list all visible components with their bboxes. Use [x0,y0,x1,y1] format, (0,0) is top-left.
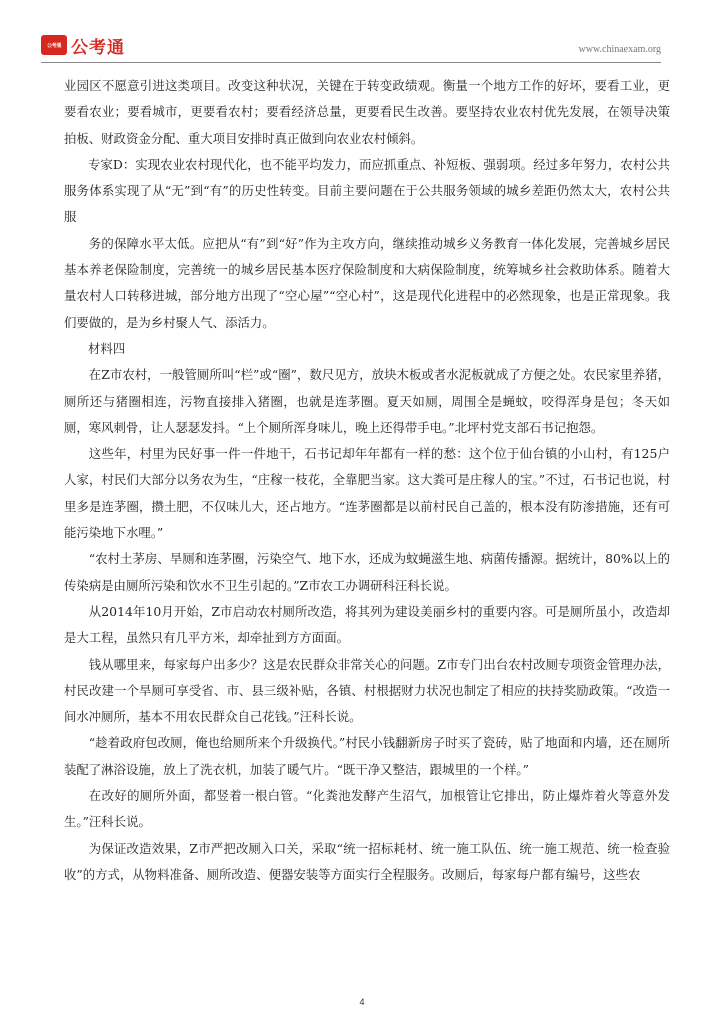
section-heading: 材料四 [88,340,126,356]
paragraph: 从2014年10月开始，Z市启动农村厕所改造，将其列为建设美丽乡村的重要内容。可是厕所虽小，改造却是大工程，虽然只有几平方米，却牵扯到方方面面。 [64,603,670,646]
paragraph: 钱从哪里来，每家每户出多少？这是农民群众非常关心的问题。Z市专门出台农村改厕专项资金管理办法，村民改建一个旱厕可享受省、市、县三级补贴，各镇、村根据财力状况也制定了相应的扶持奖励政策。“改造一间水冲厕所，基本不用农民群众自己花钱。”汪科长说。 [64,656,670,725]
site-url[interactable]: www.chinaexam.org [578,44,661,55]
page-header [41,30,661,62]
logo[interactable] [41,33,125,57]
paragraph: 业园区不愿意引进这类项目。改变这种状况，关键在于转变政绩观。衡量一个地方工作的好坏，要看工业，更要看农业；要看城市，更要看农村；要看经济总量，更要看民生改善。要坚持农业农村优先发展，在领导决策拍板、财政资金分配、重大项目安排时真正做到向农业农村倾斜。 [64,78,670,146]
paragraph: 专家D：实现农业农村现代化，也不能平均发力，而应抓重点、补短板、强弱项。经过多年努力，农村公共服务体系实现了从“无”到“有”的历史性转变。目前主要问题在于公共服务领域的城乡差距仍然太大，农村公共服 [64,156,670,225]
paragraph: “趁着政府包改厕，俺也给厕所来个升级换代。”村民小钱翻新房子时买了瓷砖，贴了地面和内墙，还在厕所装配了淋浴设施，放上了洗衣机，加装了暖气片。“既干净又整洁，跟城里的一个样。” [64,735,670,777]
document-body [64,73,670,888]
paragraph: 为保证改造效果，Z市严把改厕入口关，采取“统一招标耗材、统一施工队伍、统一施工规范、统一检查验收”的方式，从物料准备、厕所改造、便器安装等方面实行全程服务。改厕后，每家每户都有编号，这些农 [64,840,670,882]
paragraph: “农村土茅房、旱厕和连茅圈，污染空气、地下水，还成为蚊蝇滋生地、病菌传播源。据统计，80%以上的传染病是由厕所污染和饮水不卫生引起的。”Z市农工办调研科汪科长说。 [64,551,670,593]
header-divider [41,62,661,63]
paragraph: 务的保障水平太低。应把从“有”到“好”作为主攻方向，继续推动城乡义务教育一体化发展，完善城乡居民基本养老保险制度，完善统一的城乡居民基本医疗保险制度和大病保险制度，统筹城乡社会救助体系。随着大量农村人口转移进城，部分地方出现了“空心屋”“空心村”，这是现代化进程中的必然现象，也是正常现象。我们要做的，是为乡村聚人气、添活力。 [64,235,670,330]
paragraph: 在改好的厕所外面，都竖着一根白管。“化粪池发酵产生沼气，加根管让它排出，防止爆炸着火等意外发生。”汪科长说。 [64,788,670,830]
paragraph: 在Z市农村，一般管厕所叫“栏”或“圈”，数尺见方，放块木板或者水泥板就成了方便之处。农民家里养猪，厕所还与猪圈相连，污物直接排入猪圈，也就是连茅圈。夏天如厕，周围全是蝇蚊，咬得浑身是包；冬天如厕，寒风刺骨，让人瑟瑟发抖。“上个厕所浑身味儿，晚上还得带手电。”北坪村党支部石书记抱怨。 [64,367,670,435]
logo-text: 公考通 [71,37,125,58]
page-number: 4 [359,997,365,1007]
logo-badge: 公考通 [41,35,67,55]
paragraph: 这些年，村里为民好事一件一件地干，石书记却年年都有一样的愁：这个位于仙台镇的小山村，有125户人家，村民们大部分以务农为生，“庄稼一枝花，全靠肥当家。这大粪可是庄稼人的宝。”不过，石书记也说，村里多是连茅圈，攒土肥，不仅味儿大，还占地方。“连茅圈都是以前村民自己盖的，根本没有防渗措施，还有可能污染地下水哩。” [64,446,670,541]
